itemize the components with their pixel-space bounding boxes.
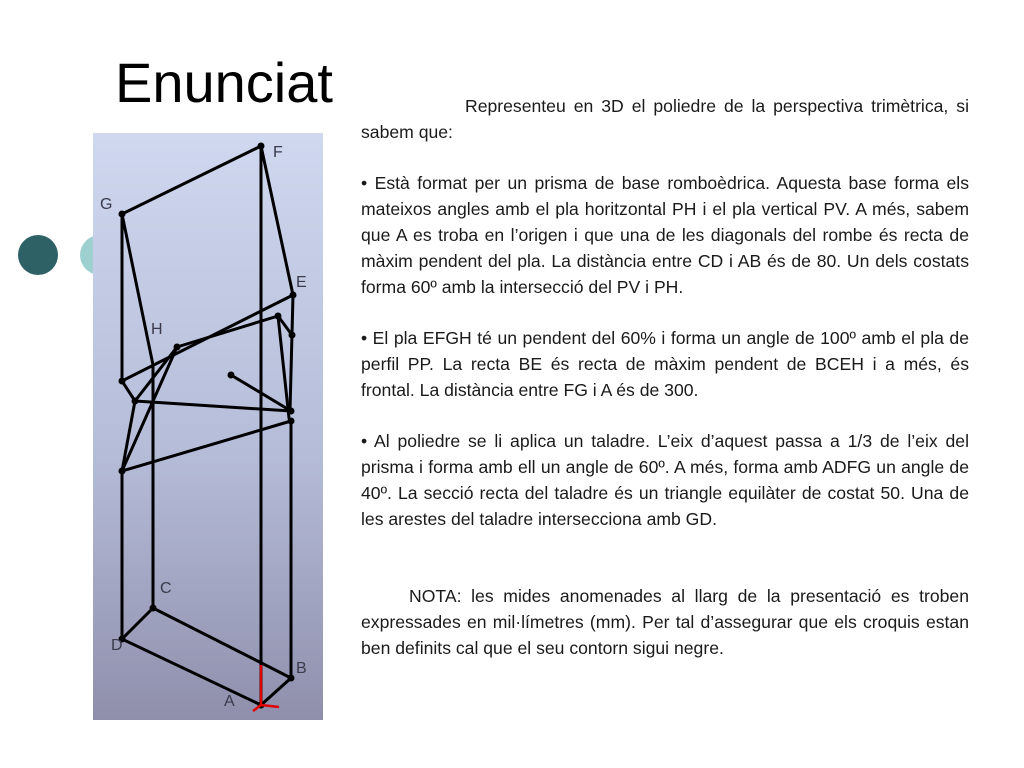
- edge-ab: [261, 678, 291, 705]
- decorative-dot-dark: [18, 235, 58, 275]
- label-h: H: [151, 321, 163, 338]
- label-g: G: [100, 196, 113, 213]
- edge-mid-left: [122, 401, 135, 471]
- label-d: D: [111, 637, 123, 654]
- bullet-plane: • El pla EFGH té un pendent del 60% i forma un angle de 100º amb el pla de perfil PP. La recta BE és recta de màxim pendent de BCEH i a més, és frontal. La distància entre FG i A és de 300.: [361, 328, 969, 400]
- polyhedron-drawing: [93, 133, 323, 720]
- label-c: C: [160, 580, 172, 597]
- edge-small: [122, 381, 135, 401]
- bullet-prism: • Està format per un prisma de base romboèdrica. Aquesta base forma els mateixos angles amb el pla horitzontal PH i el pla vertical PV. A més, sabem que A es troba en l’origen i que una de les diagonals del rombe és recta de màxim pendent del pla. La distància entre CD i AB és de 80. Un dels costats forma 60º amb la intersecció del PV i PH.: [361, 173, 969, 297]
- edge-cd: [122, 608, 153, 639]
- edge-h-right: [177, 316, 278, 347]
- edge-fg: [122, 146, 261, 214]
- polyhedron-figure: [93, 133, 323, 720]
- note-paragraph: NOTA: les mides anomenades al llarg de la presentació es troben expressades en mil·límetres (mm). Per tal d’assegurar que els croquis estan ben definits cal que el seu contorn sigui negre.: [361, 586, 969, 658]
- edge-da: [122, 639, 261, 705]
- edge-e-down: [290, 295, 293, 411]
- edge-fe: [261, 146, 293, 295]
- intro-paragraph: Representeu en 3D el poliedre de la perspectiva trimètrica, si sabem que:: [361, 96, 969, 142]
- label-a: A: [224, 693, 235, 710]
- edge-cb: [153, 608, 291, 678]
- bullet-drill: • Al poliedre se li aplica un taladre. L’eix d’aquest passa a 1/3 de l’eix del prisma i forma amb ell un angle de 60º. A més, forma amb ADFG un angle de 40º. La secció recta del taladre és un triangle equilàter de costat 50. Una de les arestes del taladre intersecciona amb GD.: [361, 431, 969, 529]
- statement-text: [361, 94, 969, 662]
- label-e: E: [296, 274, 307, 291]
- label-f: F: [273, 144, 283, 161]
- slide-title: Enunciat: [115, 51, 333, 114]
- edge-lower-right: [122, 421, 291, 471]
- label-b: B: [296, 660, 307, 677]
- edge-gh: [122, 214, 153, 365]
- edge-mid-right: [135, 401, 291, 411]
